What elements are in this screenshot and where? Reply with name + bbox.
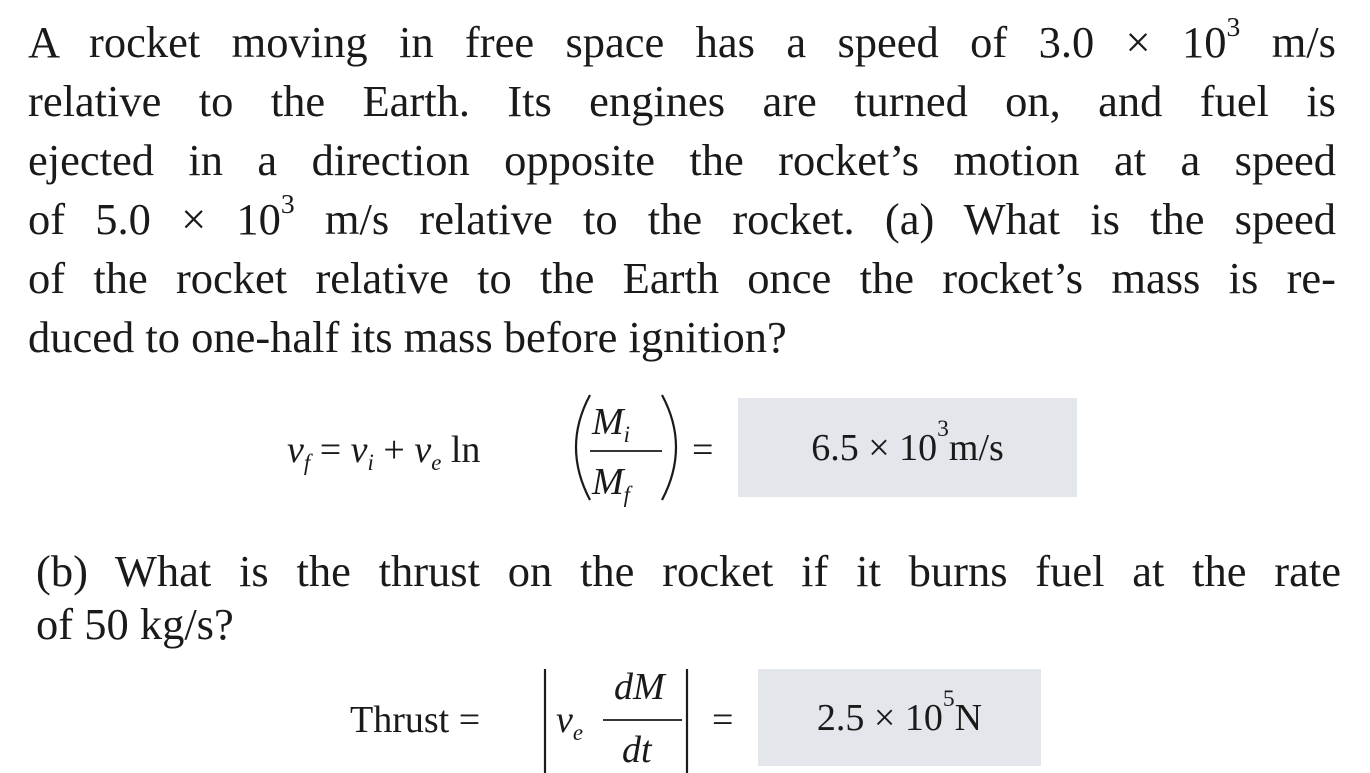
equals-sign: = bbox=[712, 699, 734, 741]
text-line: of 50 kg/s? bbox=[36, 599, 234, 649]
left-parenthesis bbox=[576, 395, 590, 500]
fraction-denominator: dt bbox=[622, 729, 652, 771]
text-line: duced to one-half its mass before ignition? bbox=[28, 312, 787, 362]
equation-a-lhs: $v_f = v_i + v_e$ ln bbox=[287, 429, 481, 475]
text-line: (b) What is the thrust on the rocket if it burns fuel at the rate bbox=[36, 546, 1341, 596]
text-line: relative to the Earth. Its engines are turned on, and fuel is bbox=[28, 76, 1336, 126]
answer-box-a: 6.5 × 10 $^3$ m/s bbox=[738, 398, 1077, 497]
thrust-label: Thrust = bbox=[350, 699, 481, 741]
right-parenthesis bbox=[662, 395, 676, 500]
fraction-denominator: $M_f$ bbox=[592, 461, 630, 507]
text-line: A rocket moving in free space has a speed of $3.0 \times 10^3$ m/s bbox=[28, 11, 1336, 67]
exhaust-velocity: $v_e$ bbox=[556, 699, 583, 745]
fraction-numerator: dM bbox=[614, 666, 665, 708]
equals-sign: = bbox=[692, 429, 714, 471]
fraction-numerator: $M_i$ bbox=[592, 401, 630, 447]
text-line: ejected in a direction opposite the rocket’s motion at a speed bbox=[28, 135, 1336, 185]
text-line: of the rocket relative to the Earth once the rocket’s mass is re- bbox=[28, 253, 1336, 303]
text-line: of $5.0 \times 10^3$ m/s relative to the rocket. (a) What is the speed bbox=[28, 188, 1336, 244]
answer-box-b: 2.5 × 10 $^5$ N bbox=[758, 669, 1041, 766]
